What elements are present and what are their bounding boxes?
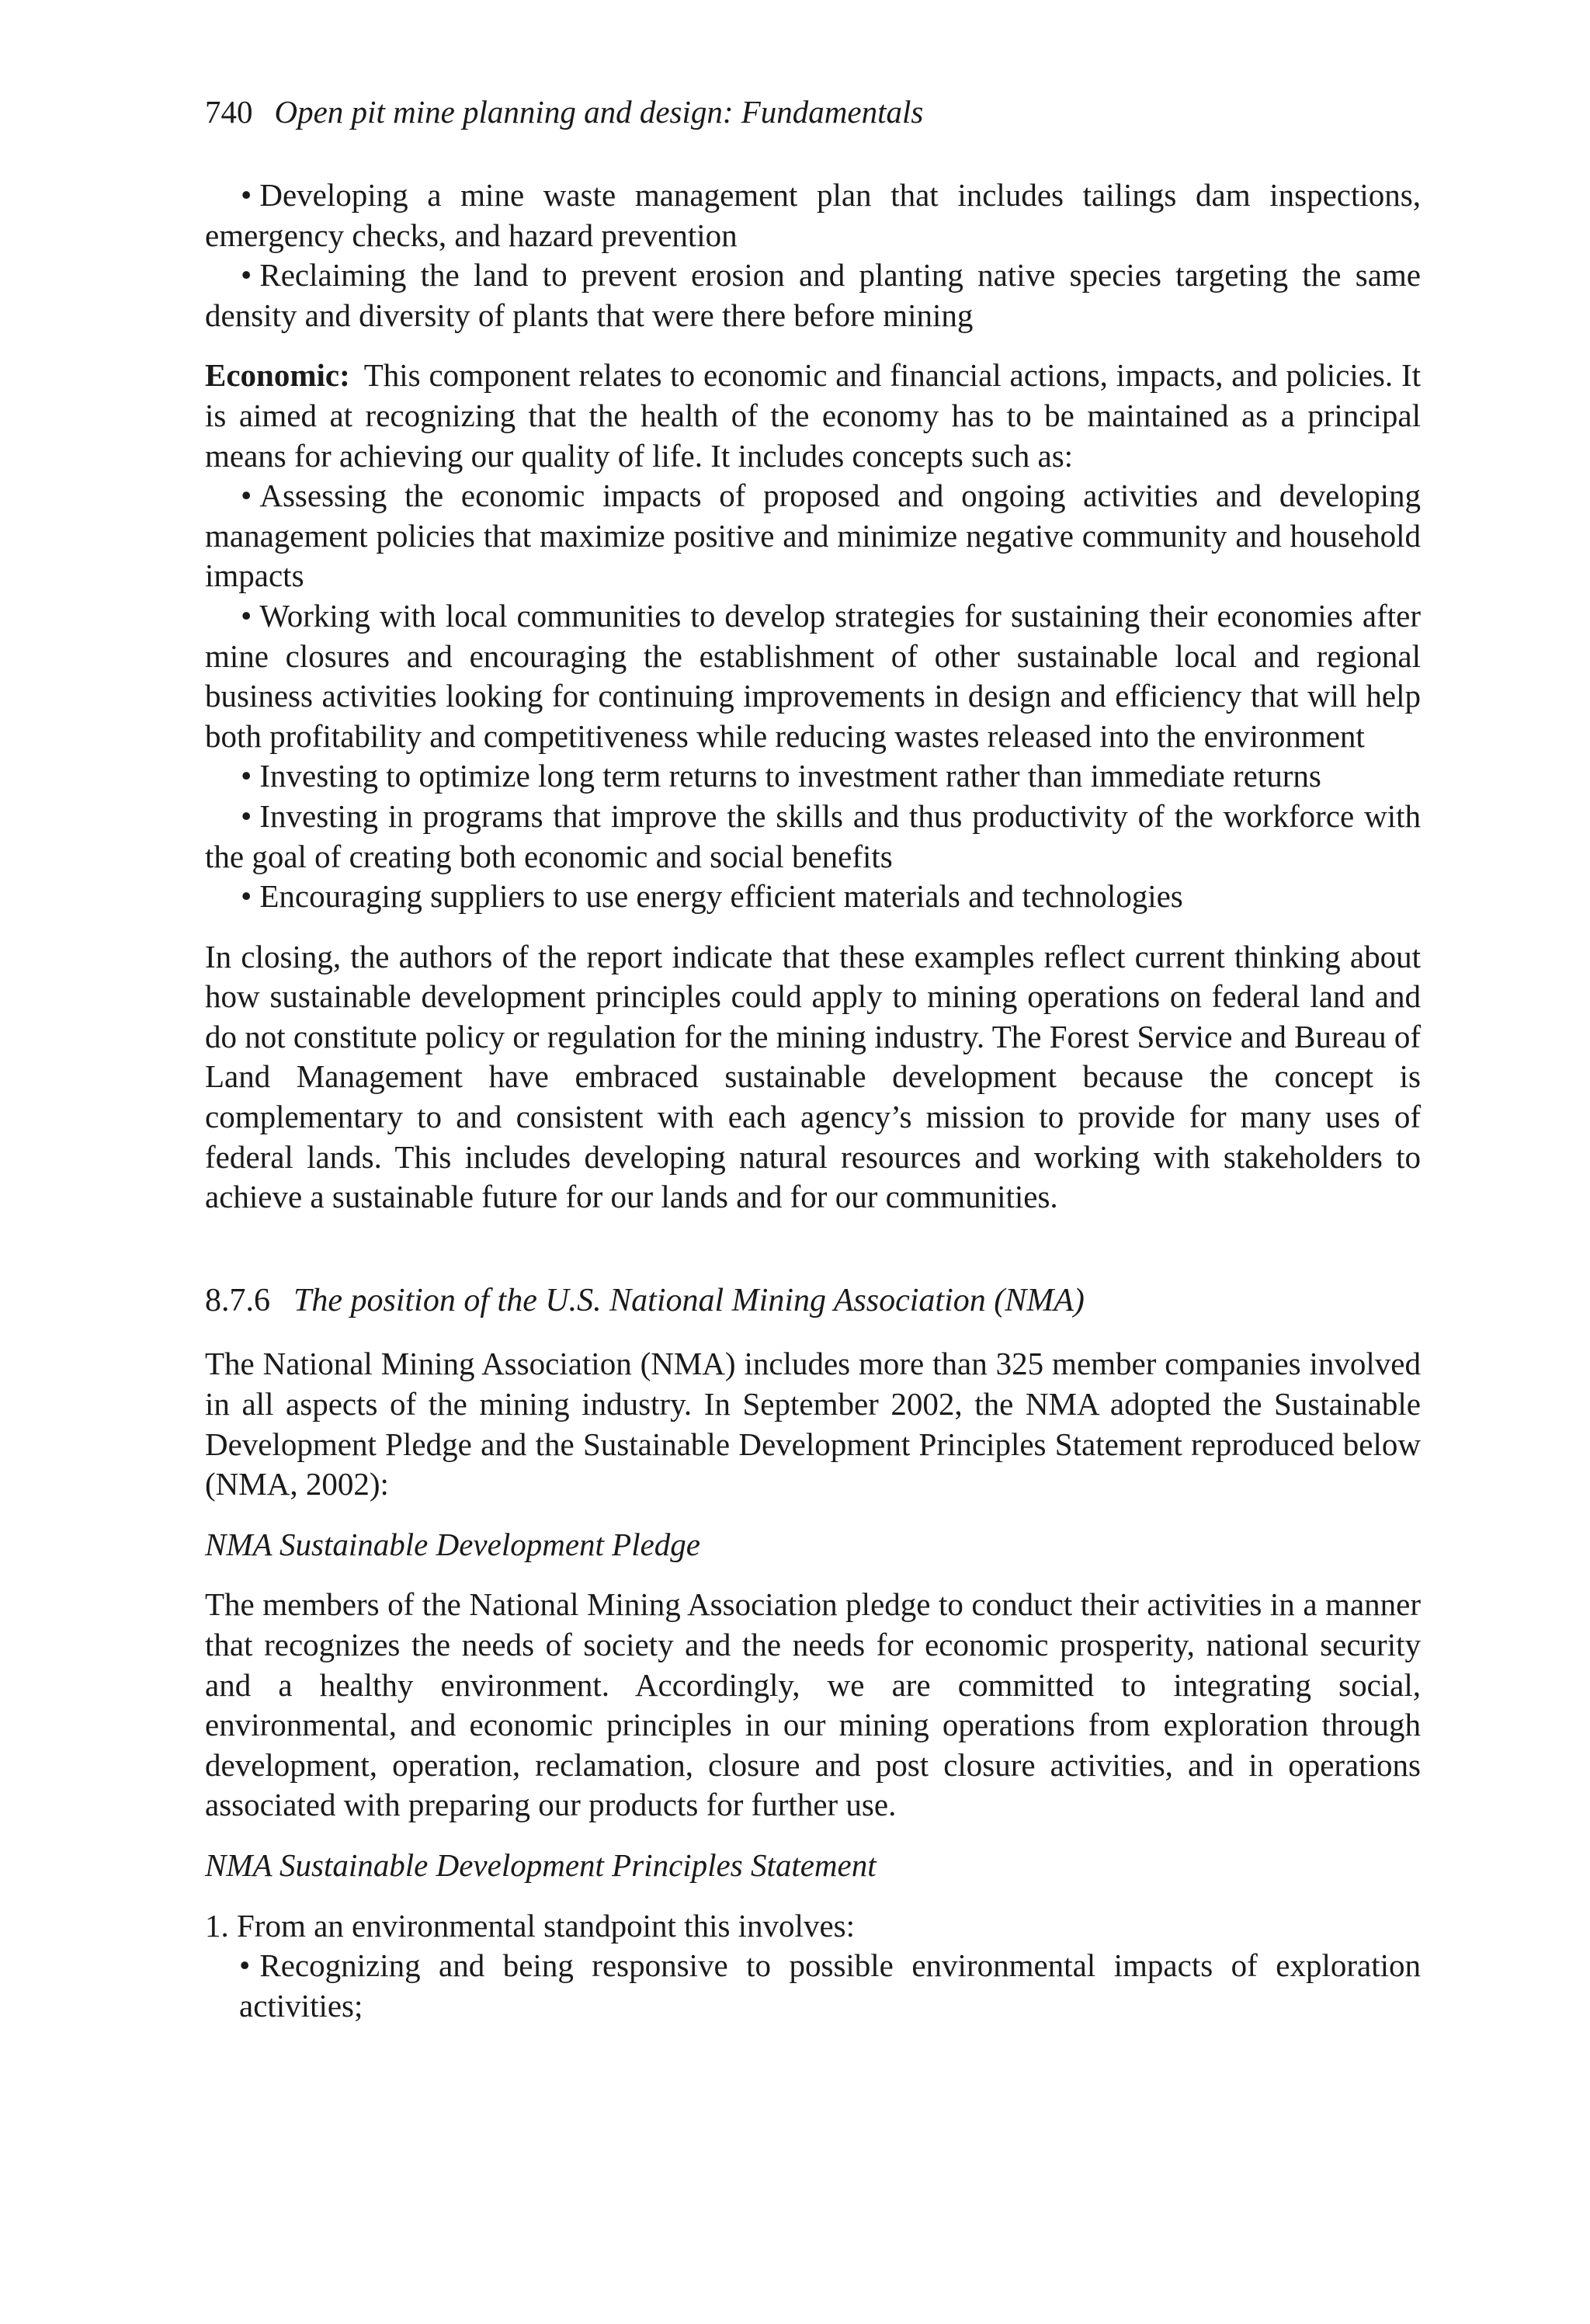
- bullet-icon: •: [239, 1947, 251, 1984]
- bullet-item: • Recognizing and being responsive to possible environmental impacts of exploration activities;: [239, 1947, 1421, 2024]
- body-text: [205, 175, 1421, 2026]
- principles-heading: NMA Sustainable Development Principles Statement: [205, 1846, 877, 1883]
- bullet-item: • Developing a mine waste management plan that includes tailings dam inspections, emergency checks, and hazard prevention: [205, 177, 1421, 253]
- running-header: [205, 92, 923, 132]
- bullet-icon: •: [241, 478, 252, 514]
- bullet-item: • Reclaiming the land to prevent erosion and planting native species targeting the same density and diversity of plants that were there before mining: [205, 257, 1421, 333]
- economic-paragraph: Economic: This component relates to economic and financial actions, impacts, and policies. It is aimed at recognizing that the health of the economy has to be maintained as a principal means for achieving our quality of life. It includes concepts such as:: [205, 357, 1421, 474]
- bullet-icon: •: [241, 177, 252, 213]
- page-number: 740: [205, 94, 253, 130]
- bullet-item: • Investing to optimize long term returns to investment rather than immediate returns: [241, 758, 1321, 794]
- bullet-icon: •: [241, 878, 252, 915]
- numbered-item: 1. From an environmental standpoint this involves:: [205, 1907, 855, 1944]
- economic-label: Economic:: [205, 357, 350, 394]
- bullet-icon: •: [241, 797, 252, 834]
- closing-paragraph: In closing, the authors of the report indicate that these examples reflect current thinking about how sustainable development principles could apply to mining operations on federal land and do not constitute policy or regulation for the mining industry. The Forest Service and Bureau of Land Management have embraced sustainable development because the concept is complementary to and consistent with each agency’s mission to provide for many uses of federal lands. This includes developing natural resources and working with stakeholders to achieve a sustainable future for our lands and for our communities.: [205, 938, 1421, 1215]
- bullet-item: • Investing in programs that improve the skills and thus productivity of the workforce with the goal of creating both economic and social benefits: [205, 797, 1421, 874]
- running-title: Open pit mine planning and design: Fundamentals: [274, 94, 924, 130]
- bullet-item: • Assessing the economic impacts of proposed and ongoing activities and developing management policies that maximize positive and minimize negative community and household impacts: [205, 478, 1421, 594]
- pledge-heading: NMA Sustainable Development Pledge: [205, 1526, 701, 1562]
- section-heading: [205, 1281, 1421, 1322]
- pledge-paragraph: The members of the National Mining Association pledge to conduct their activities in a manner that recognizes the needs of society and the needs for economic prosperity, national security and a healthy environment. Accordingly, we are committed to integrating social, environmental, and economic principles in our mining operations from exploration through development, operation, reclamation, closure and post closure activities, and in operations associated with preparing our products for further use.: [205, 1586, 1421, 1823]
- bullet-icon: •: [241, 758, 252, 794]
- bullet-icon: •: [241, 597, 252, 634]
- bullet-item: • Encouraging suppliers to use energy efficient materials and technologies: [241, 878, 1183, 915]
- section-number: 8.7.6: [205, 1282, 270, 1318]
- section-title: The position of the U.S. National Mining Association (NMA): [293, 1282, 1085, 1318]
- nma-intro-paragraph: The National Mining Association (NMA) includes more than 325 member companies involved in all aspects of the mining industry. In September 2002, the NMA adopted the Sustainable Development Pledge and the Sustainable Development Principles Statement reproduced below (NMA, 2002):: [205, 1346, 1421, 1502]
- bullet-icon: •: [241, 257, 252, 294]
- bullet-item: • Working with local communities to develop strategies for sustaining their economies after mine closures and encouraging the establishment of other sustainable local and regional business activities looking for continuing improvements in design and efficiency that will help both profitability and competitiveness while reducing wastes released into the environment: [205, 597, 1421, 754]
